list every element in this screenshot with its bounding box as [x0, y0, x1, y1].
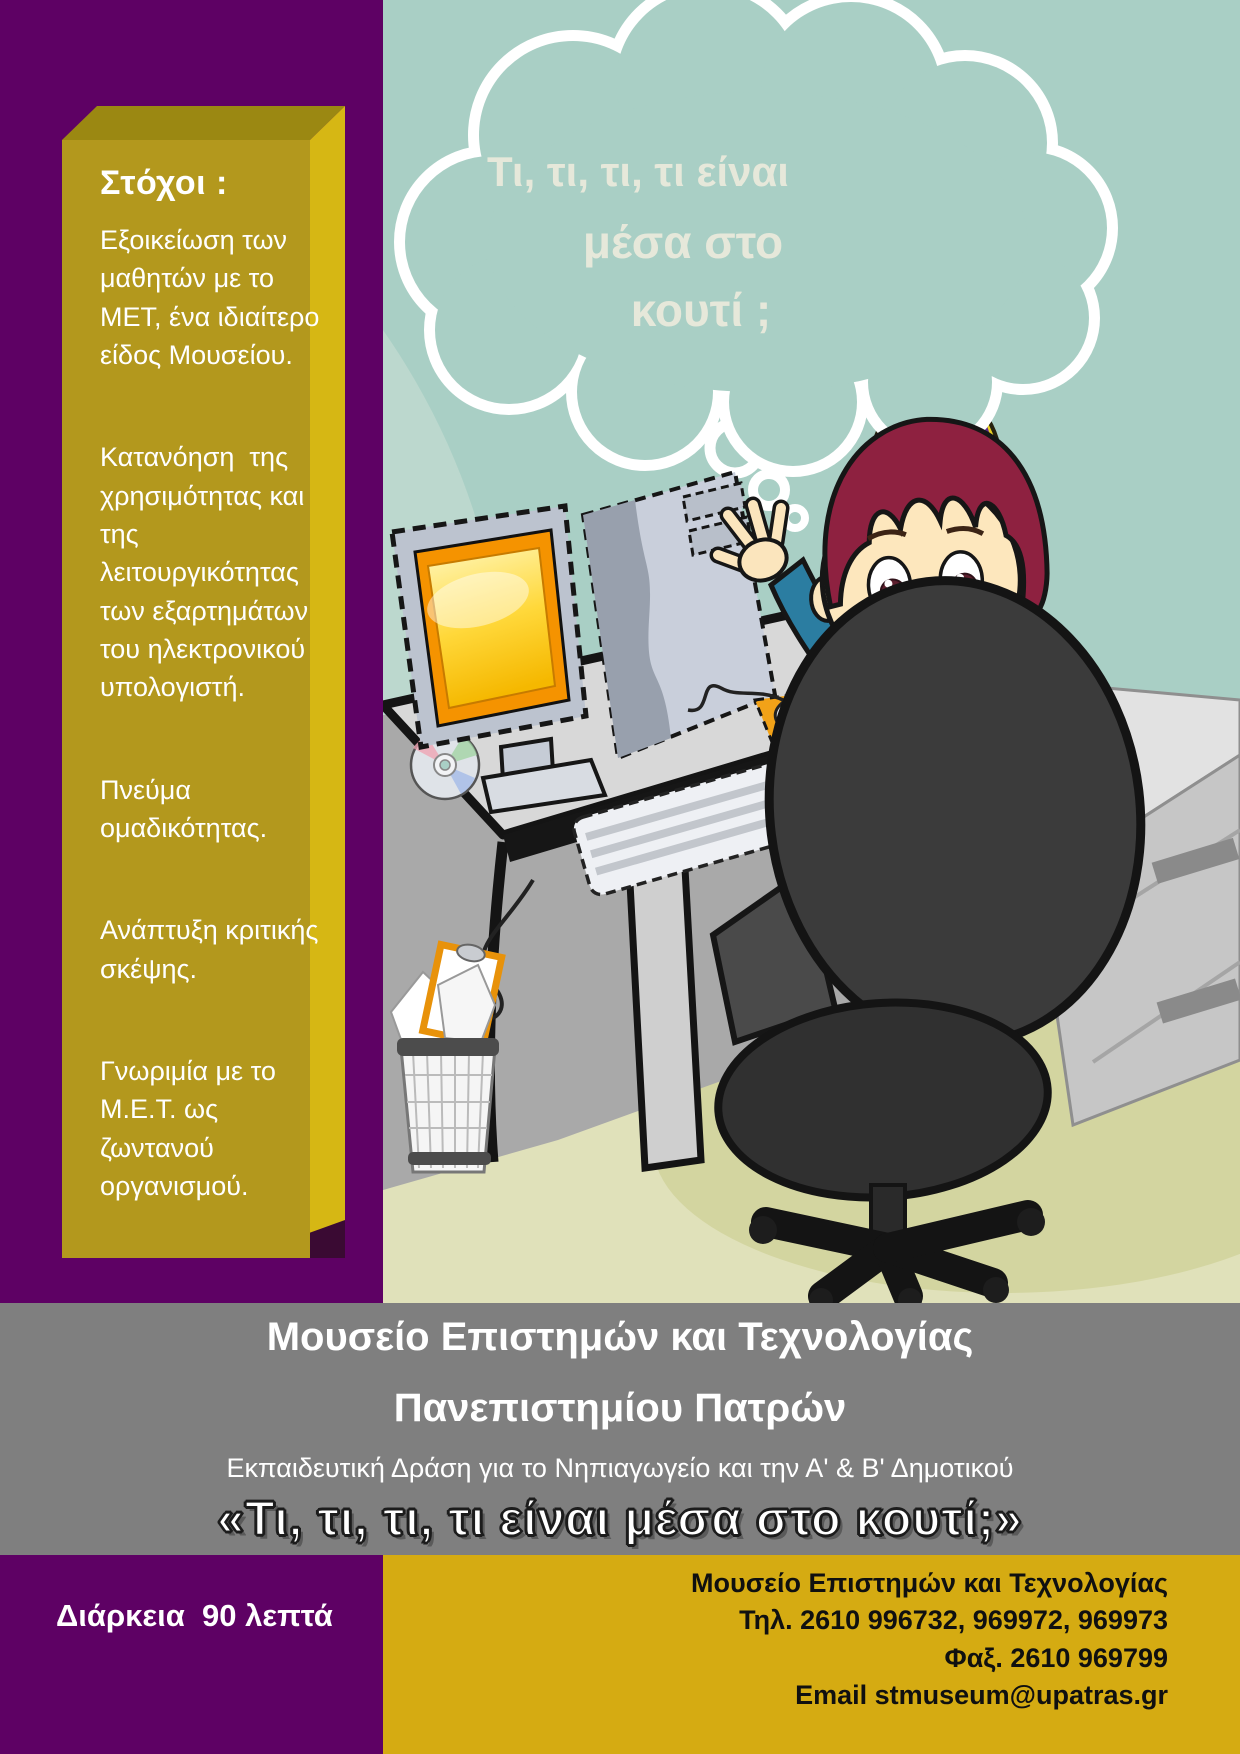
goals-box: [62, 140, 327, 1258]
goals-title: Στόχοι :: [100, 164, 228, 202]
activity-subtitle: Εκπαιδευτική Δράση για το Νηπιαγωγείο και την Α' & Β' Δημοτικού: [226, 1453, 1014, 1483]
contact-name: Μουσείο Επιστημών και Τεχνολογίας: [691, 1568, 1168, 1598]
museum-name-line2: Πανεπιστημίου Πατρών: [393, 1386, 847, 1430]
bubble-text-line1: Τι, τι, τι, τι είναι: [487, 148, 789, 195]
goals-box-top-face: [62, 106, 345, 140]
contact-email: Email stmuseum@upatras.gr: [795, 1679, 1168, 1710]
contact-fax: Φαξ. 2610 969799: [944, 1642, 1168, 1673]
illustration: [383, 0, 1240, 1303]
goal-item: Εξοικείωση των μαθητών με το ΜΕΤ, ένα ιδιαίτερο είδος Μουσείου.: [100, 225, 327, 370]
activity-title: «Τι, τι, τι, τι είναι μέσα στο κουτί;»: [217, 1493, 1023, 1546]
museum-name-line1: Μουσείο Επιστημών και Τεχνολογίας: [266, 1315, 974, 1359]
goal-item: Γνωριμία με το Μ.Ε.Τ. ως ζωντανού οργανισμού.: [100, 1055, 284, 1201]
goal-item: Κατανόηση της χρησιμότητας και της λειτουργικότητας των εξαρτημάτων του ηλεκτρονικού υπολογιστή.: [100, 442, 316, 703]
goal-item: Ανάπτυξη κριτικής σκέψης.: [100, 915, 326, 984]
contact-phone: Τηλ. 2610 996732, 969972, 969973: [739, 1605, 1168, 1636]
bubble-text-line3: κουτί ;: [630, 284, 772, 336]
goal-item: Πνεύμα ομαδικότητας.: [100, 774, 268, 843]
contact-block: [691, 1565, 1168, 1714]
contact-band: [383, 1555, 1240, 1754]
duration-label: Διάρκεια 90 λεπτά: [56, 1598, 333, 1633]
info-band: [0, 1303, 1240, 1555]
bubble-text-line2: μέσα στο: [582, 216, 784, 268]
